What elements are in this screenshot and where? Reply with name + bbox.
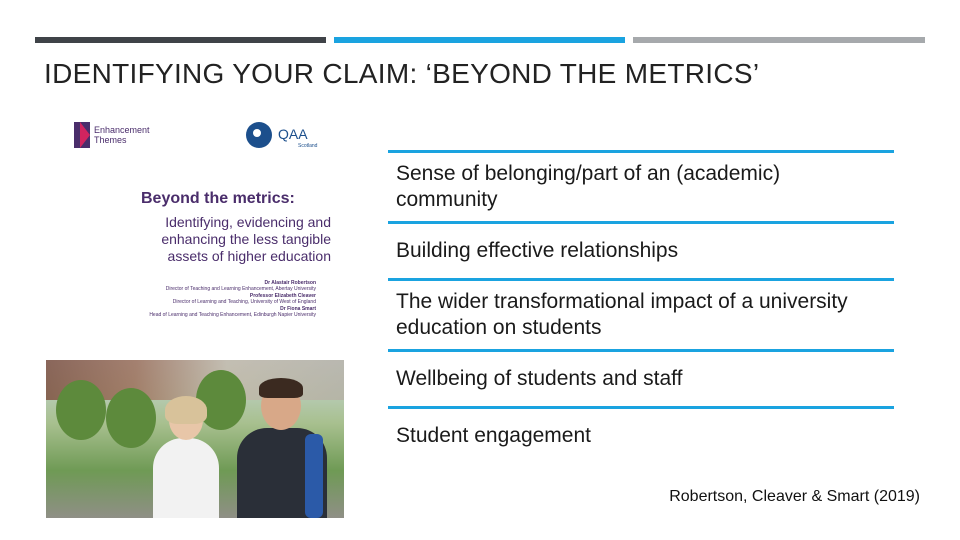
cover-author-role: Head of Learning and Teaching Enhancement, Edinburgh Napier University [149,312,316,319]
cover-subtitle: Identifying, evidencing and enhancing the less tangible assets of higher education [161,214,331,264]
tree-shape [106,388,156,448]
citation: Robertson, Cleaver & Smart (2019) [669,488,920,505]
top-bar-segment-dark [35,37,326,43]
claims-list [388,150,894,463]
cover-authors [86,280,316,318]
top-bar-segment-grey [633,37,925,43]
report-cover-image [46,110,344,518]
slide-title: IDENTIFYING YOUR CLAIM: ‘BEYOND THE METRICS’ [44,58,760,89]
claim-item-wellbeing: Wellbeing of students and staff [396,367,683,390]
enhancement-themes-logo-mark [74,122,90,148]
qaa-logo-subtext: Scotland [298,143,318,149]
student-figure-right [231,382,331,518]
students-photo [46,360,344,518]
claim-item-student-engagement: Student engagement [396,424,591,447]
cover-author-name: Professor Elizabeth Cleaver [249,292,316,299]
cover-author-role: Director of Teaching and Learning Enhancement, Abertay University [165,286,316,293]
backpack-strap [305,434,323,518]
figure-hair [165,396,207,424]
cover-author-name: Dr Fiona Smart [280,305,316,312]
cover-author-name: Dr Alastair Robertson [264,280,316,286]
student-figure-left [151,400,221,518]
qaa-logo [246,122,326,152]
enhancement-themes-logo-text: Enhancement Themes [94,125,150,145]
claim-item-belonging: Sense of belonging/part of an (academic) community [396,162,781,211]
top-bar-segment-blue [334,37,625,43]
tree-shape [56,380,106,440]
qaa-logo-text: QAA [278,126,308,142]
claim-item-transformational-impact: The wider transformational impact of a university education on students [396,290,848,339]
figure-body [153,438,219,518]
claim-item-relationships: Building effective relationships [396,239,679,262]
figure-hair [259,378,303,398]
cover-title: Beyond the metrics: [141,190,295,207]
enhancement-themes-logo [74,122,154,150]
qaa-logo-mark [246,122,272,148]
cover-author-role: Director of Learning and Teaching, University of West of England [172,299,316,306]
